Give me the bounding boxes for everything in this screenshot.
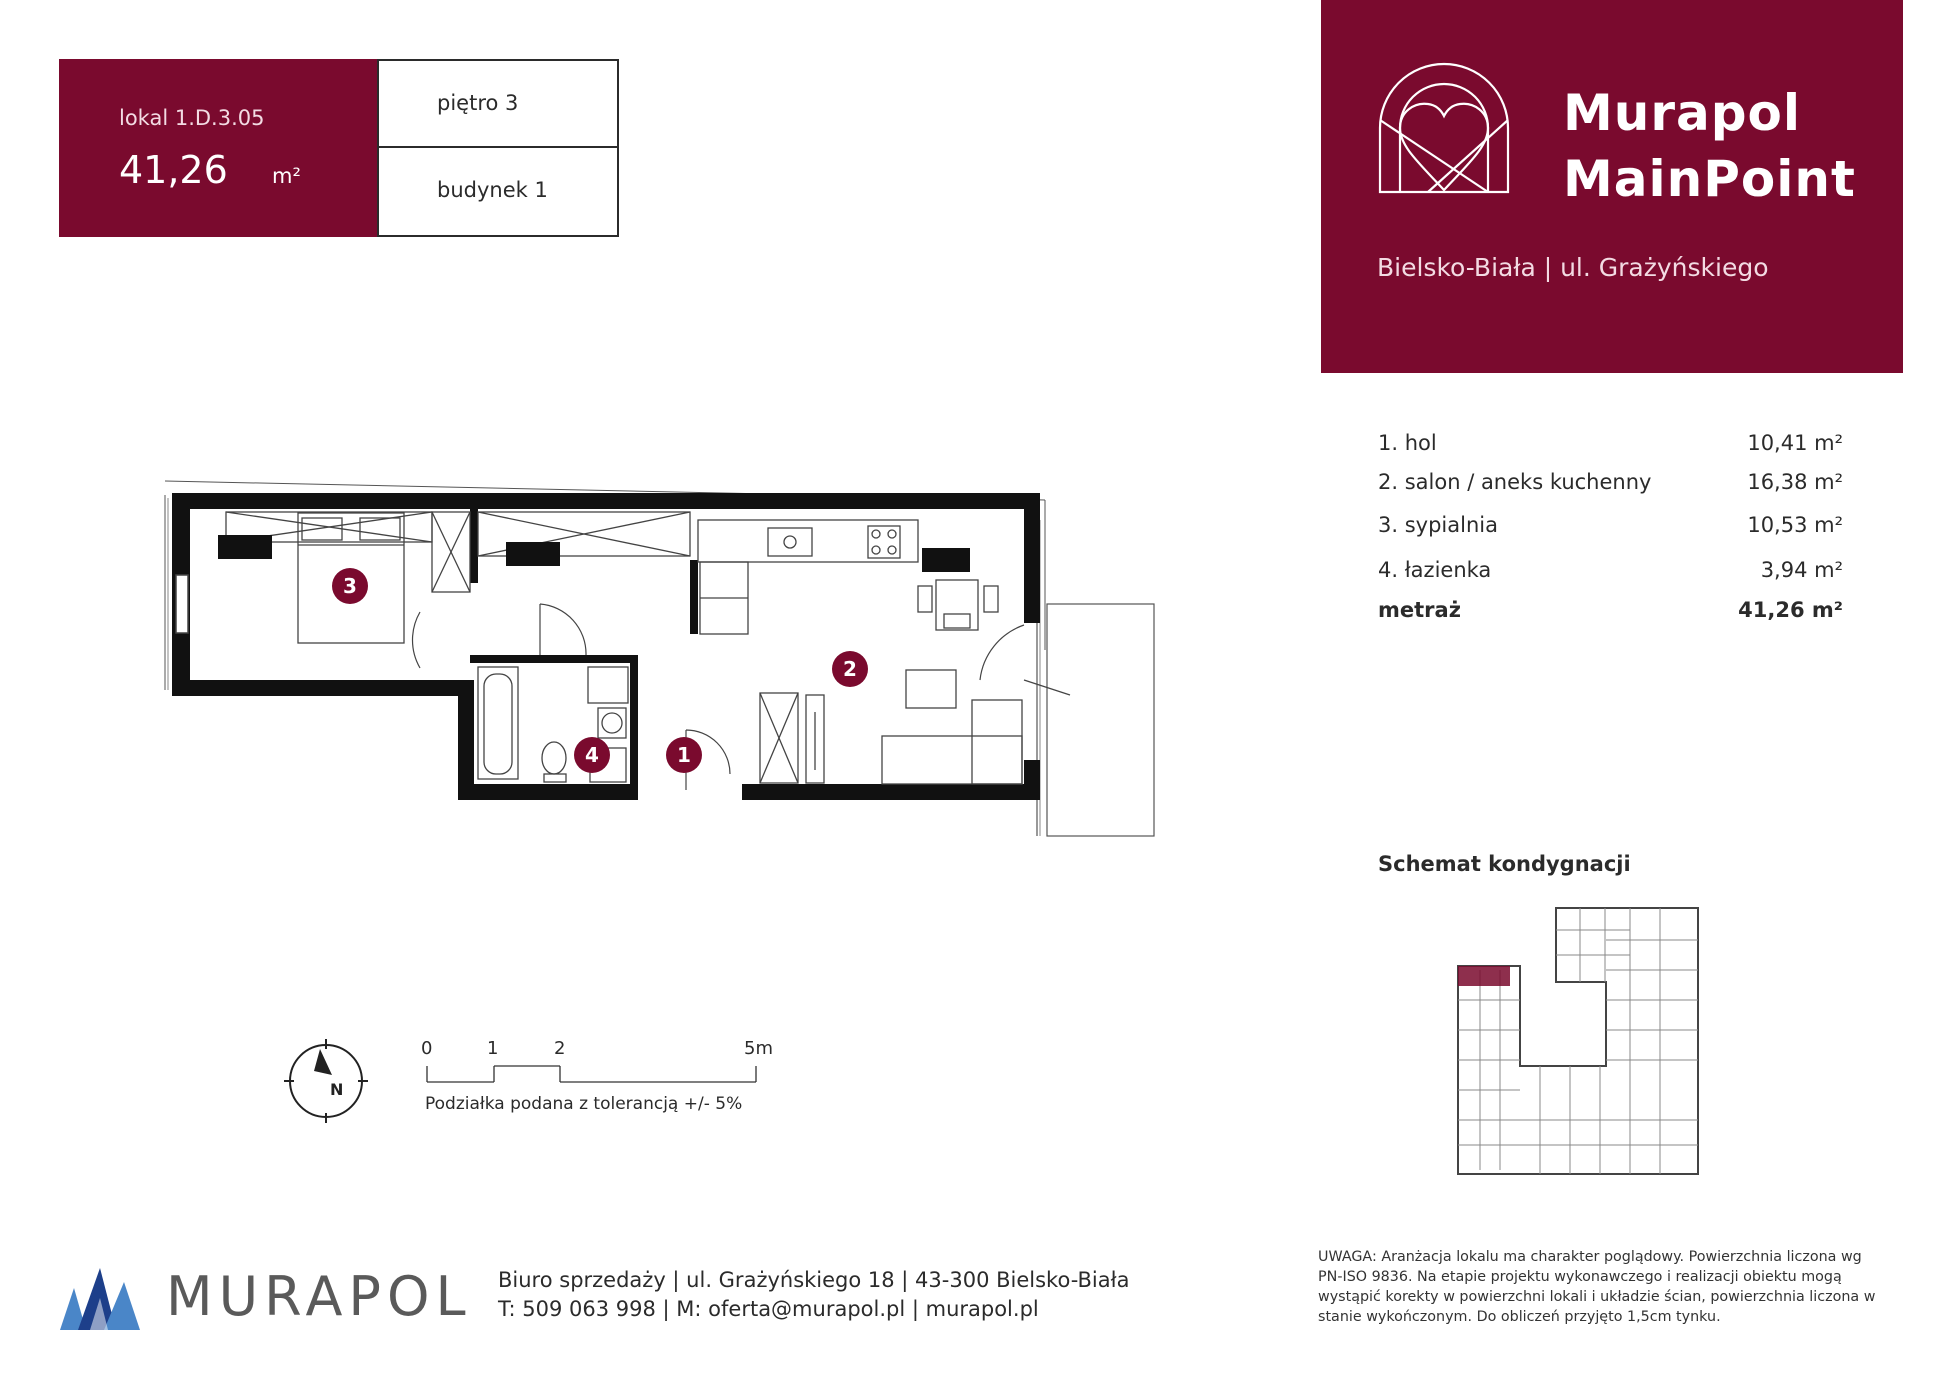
room-area: 16,38 m²	[1747, 470, 1843, 494]
scale-label: 5m	[744, 1038, 773, 1059]
room-name: 3. sypialnia	[1378, 513, 1498, 537]
room-row	[1378, 558, 1843, 582]
building-scheme	[1450, 900, 1710, 1180]
murapol-wordmark: MURAPOL	[166, 1265, 472, 1328]
scale-bar	[420, 1062, 780, 1086]
kitchen-unit	[698, 520, 918, 634]
scheme-title: Schemat kondygnacji	[1378, 852, 1631, 876]
room-area: 3,94 m²	[1760, 558, 1843, 582]
room-area: 10,53 m²	[1747, 513, 1843, 537]
unit-area-unit: m²	[272, 164, 301, 188]
unit-label: lokal 1.D.3.05	[119, 106, 265, 130]
compass-icon	[280, 1035, 372, 1127]
total-area: 41,26 m²	[1738, 598, 1843, 622]
brand-location: Bielsko-Biała | ul. Grażyńskiego	[1377, 253, 1769, 282]
scale-label: 2	[554, 1038, 566, 1059]
scheme-unit-highlight	[1458, 966, 1510, 986]
compass-n-label: N	[330, 1080, 344, 1099]
building-cell	[377, 148, 619, 237]
brand-name-line2: MainPoint	[1563, 150, 1856, 208]
balcony-outline	[1037, 604, 1154, 836]
total-row	[1378, 598, 1843, 622]
room-markers	[332, 568, 868, 773]
scale-label: 0	[421, 1038, 433, 1059]
heart-arch-logo-icon	[1378, 62, 1510, 194]
floor-plan	[160, 478, 1160, 848]
room-name: 4. łazienka	[1378, 558, 1492, 582]
sales-office-address: Biuro sprzedaży | ul. Grażyńskiego 18 | 43-300 Bielsko-Biała	[498, 1268, 1130, 1292]
room-row	[1378, 513, 1843, 537]
brand-name-line1: Murapol	[1563, 84, 1802, 142]
unit-area: 41,26	[119, 148, 228, 192]
room-row	[1378, 431, 1843, 455]
room-marker-2-label: 2	[843, 657, 857, 681]
scale-label: 1	[487, 1038, 499, 1059]
room-row	[1378, 470, 1843, 494]
disclaimer-notice: UWAGA: Aranżacja lokalu ma charakter poglądowy. Powierzchnia liczona wg PN-ISO 9836. Na etapie projektu wykonawczego i realizacji obiektu mogą wystąpić korekty w powierzchni lokali i układzie ścian, powierzchnia liczona w stanie wykończonym. Do obliczeń przyjęto 1,5cm tynku.	[1318, 1249, 1876, 1325]
room-marker-3-label: 3	[343, 574, 357, 598]
total-label: metraż	[1378, 598, 1461, 622]
room-marker-1-label: 1	[677, 743, 691, 767]
contact-info: T: 509 063 998 | M: oferta@murapol.pl | murapol.pl	[498, 1297, 1039, 1321]
room-name: 2. salon / aneks kuchenny	[1378, 470, 1652, 494]
scale-note: Podziałka podana z tolerancją +/- 5%	[425, 1094, 743, 1114]
murapol-logo-icon	[60, 1268, 140, 1330]
dining-table	[918, 580, 998, 630]
room-area: 10,41 m²	[1747, 431, 1843, 455]
room-marker-4-label: 4	[585, 743, 599, 767]
floor-label: piętro 3	[437, 91, 519, 115]
building-label: budynek 1	[437, 178, 548, 202]
floor-cell	[377, 59, 619, 148]
room-name: 1. hol	[1378, 431, 1437, 455]
left-window	[176, 575, 188, 633]
living-furniture	[806, 670, 1022, 784]
